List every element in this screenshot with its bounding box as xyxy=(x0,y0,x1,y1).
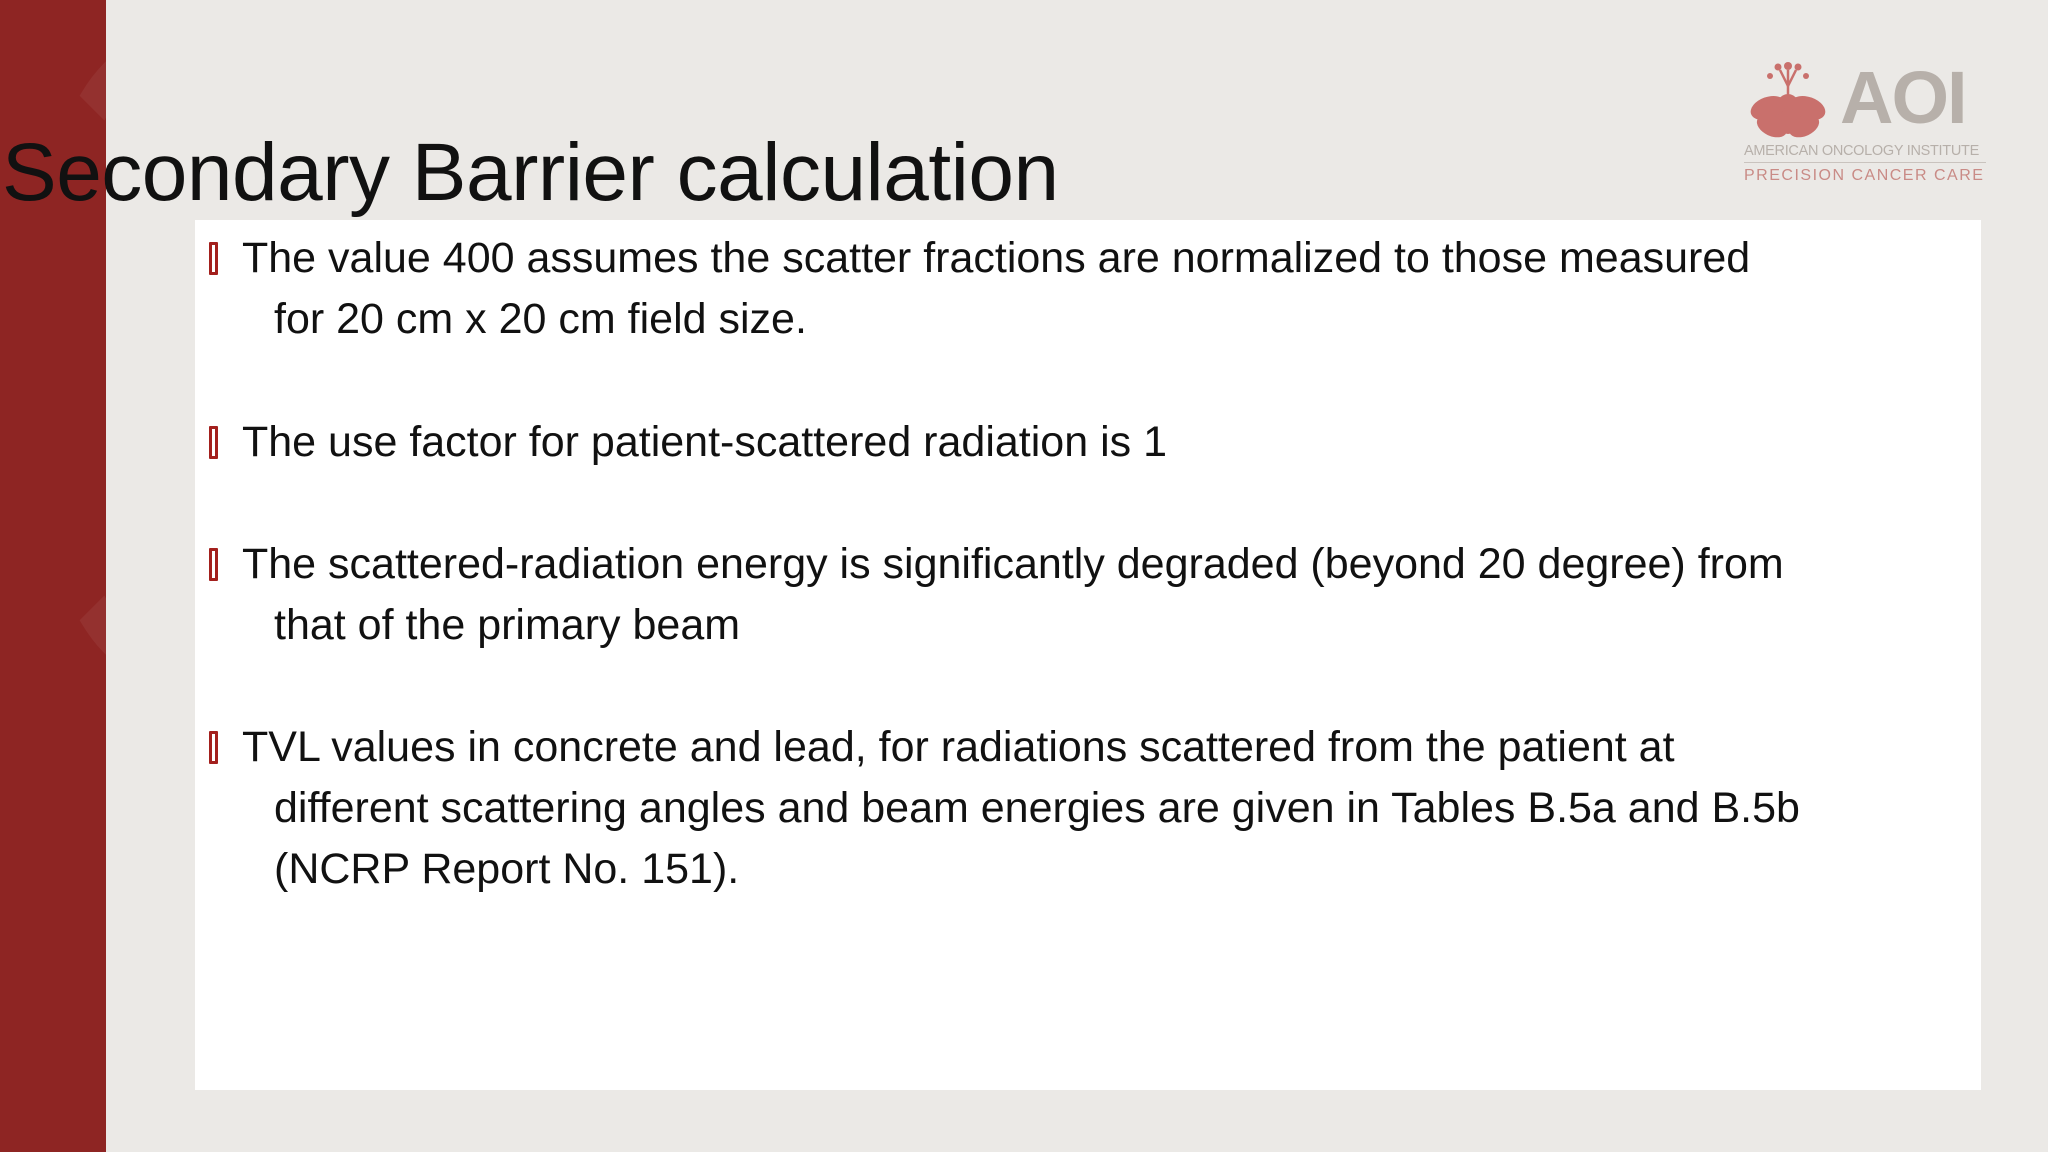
bullet-line: The value 400 assumes the scatter fractions are normalized to those measured xyxy=(242,234,1751,282)
logo-subtitle: AMERICAN ONCOLOGY INSTITUTE xyxy=(1744,143,1979,159)
hollow-rectangle-bullet-icon xyxy=(209,731,218,764)
bullet-line: different scattering angles and beam energies are given in Tables B.5a and B.5b xyxy=(274,784,1800,832)
bullet-text xyxy=(242,534,1965,656)
list-item xyxy=(209,717,1965,900)
logo-divider xyxy=(1744,162,1986,163)
bullet-line: TVL values in concrete and lead, for radiations scattered from the patient at xyxy=(242,723,1675,771)
hollow-rectangle-bullet-icon xyxy=(209,242,218,275)
bullet-line: (NCRP Report No. 151). xyxy=(274,845,740,893)
logo-tagline: PRECISION CANCER CARE xyxy=(1744,167,1985,184)
aoi-logo xyxy=(1740,56,1990,186)
bullet-line: The use factor for patient-scattered radiation is 1 xyxy=(242,418,1167,466)
bullet-line: for 20 cm x 20 cm field size. xyxy=(274,295,807,343)
list-item xyxy=(209,228,1965,350)
hibiscus-flower-icon xyxy=(1740,56,1836,140)
hollow-rectangle-bullet-icon xyxy=(209,426,218,459)
bullet-line: The scattered-radiation energy is significantly degraded (beyond 20 degree) from xyxy=(242,540,1784,588)
hollow-rectangle-bullet-icon xyxy=(209,548,218,581)
list-item xyxy=(209,412,1965,473)
list-item xyxy=(209,534,1965,656)
bullet-text xyxy=(242,228,1965,350)
logo-wordmark: AOI xyxy=(1840,56,1966,139)
content-panel xyxy=(195,220,1981,1090)
bullet-text xyxy=(242,412,1965,473)
bullet-text xyxy=(242,717,1965,900)
slide-title: Secondary Barrier calculation xyxy=(2,127,1059,218)
bullet-line: that of the primary beam xyxy=(274,601,741,649)
